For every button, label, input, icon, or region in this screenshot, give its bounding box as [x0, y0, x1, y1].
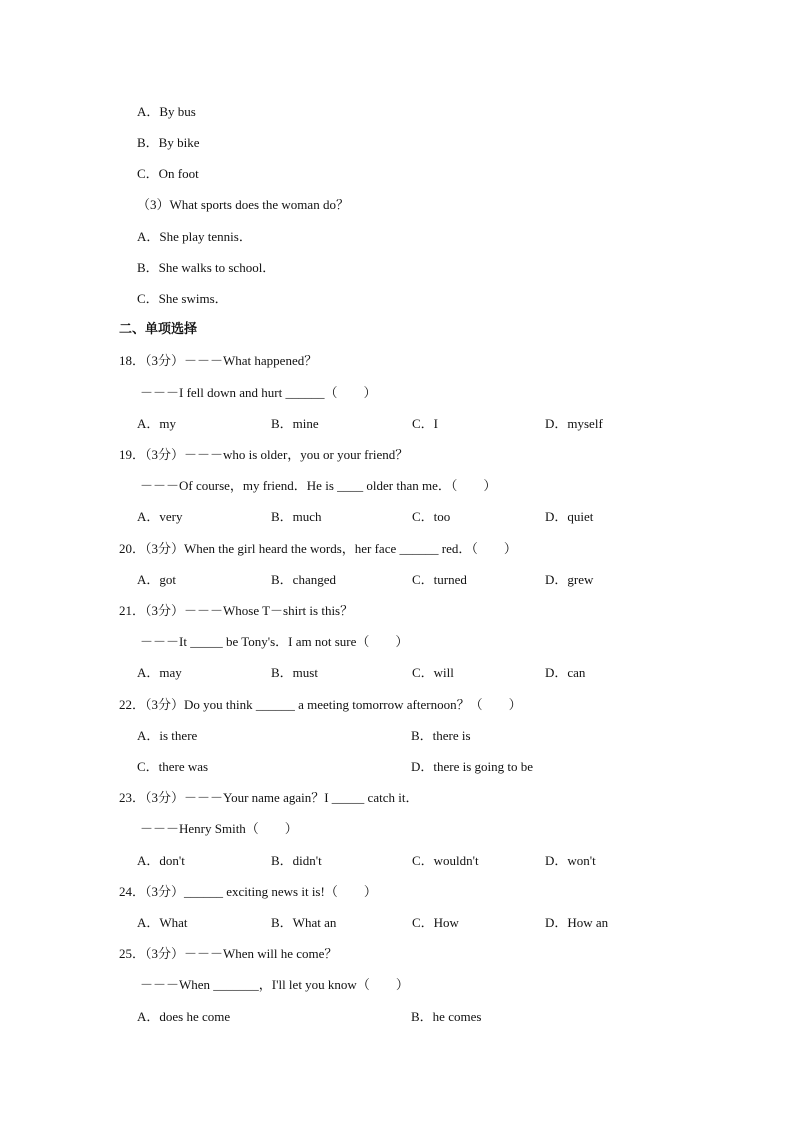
option-a: A．my	[137, 416, 177, 431]
option-c: C．turned	[412, 572, 467, 587]
question-stem: 21．（3分）－－－Whose T－shirt is this？	[119, 603, 354, 618]
question-stem-line: －－－Henry Smith（ ）	[140, 821, 298, 836]
option-b: B．there is	[411, 728, 471, 743]
option-c: C．wouldn't	[412, 853, 479, 868]
option-a: A．got	[137, 572, 177, 587]
option-c: C．She swims．	[137, 291, 228, 306]
question-stem: 20．（3分）When the girl heard the words，her face ______ red．（ ）	[119, 541, 517, 556]
question-stem: 18．（3分）－－－What happened？	[119, 353, 318, 368]
option-c: C．there was	[137, 759, 209, 774]
option-d: D．won't	[545, 853, 596, 868]
question-stem: 23．（3分）－－－Your name again？I _____ catch it．	[119, 790, 419, 805]
option-d: D．myself	[545, 416, 603, 431]
question-stem-line: －－－When _______，I'll let you know（ ）	[140, 977, 409, 992]
option-c: C．How	[412, 915, 459, 930]
option-c: C．On foot	[137, 166, 199, 181]
option-c: C．will	[412, 665, 454, 680]
question-stem: 19．（3分）－－－who is older，you or your friend？	[119, 447, 409, 462]
option-a: A．may	[137, 665, 182, 680]
option-a: A．don't	[137, 853, 185, 868]
question-stem-line: －－－It _____ be Tony's．I am not sure（ ）	[140, 634, 409, 649]
section-title: 二、单项选择	[119, 321, 198, 336]
option-b: B．he comes	[411, 1009, 482, 1024]
option-b: B．must	[271, 665, 318, 680]
option-b: B．much	[271, 509, 322, 524]
option-a: A．is there	[137, 728, 198, 743]
option-d: D．quiet	[545, 509, 594, 524]
option-d: D．can	[545, 665, 586, 680]
option-d: D．How an	[545, 915, 609, 930]
question-stem: 22．（3分）Do you think ______ a meeting tomorrow afternoon？（ ）	[119, 697, 522, 712]
question-stem: 24．（3分）______ exciting news it is!（ ）	[119, 884, 377, 899]
option-a: A．very	[137, 509, 183, 524]
question-stem-line: －－－I fell down and hurt ______（ ）	[140, 385, 377, 400]
option-a: A．What	[137, 915, 188, 930]
option-d: D．grew	[545, 572, 594, 587]
option-a: A．does he come	[137, 1009, 231, 1024]
option-c: C．too	[412, 509, 451, 524]
option-b: B．She walks to school．	[137, 260, 276, 275]
option-a: A．By bus	[137, 104, 196, 119]
option-b: B．By bike	[137, 135, 200, 150]
option-b: B．mine	[271, 416, 319, 431]
question-stem-line: －－－Of course，my friend．He is ____ older than me．（ ）	[140, 478, 497, 493]
option-d: D．there is going to be	[411, 759, 534, 774]
question-stem: （3）What sports does the woman do？	[137, 197, 349, 212]
option-b: B．didn't	[271, 853, 322, 868]
option-b: B．changed	[271, 572, 336, 587]
option-c: C．I	[412, 416, 439, 431]
option-b: B．What an	[271, 915, 337, 930]
question-stem: 25．（3分）－－－When will he come？	[119, 946, 338, 961]
option-a: A．She play tennis．	[137, 229, 252, 244]
